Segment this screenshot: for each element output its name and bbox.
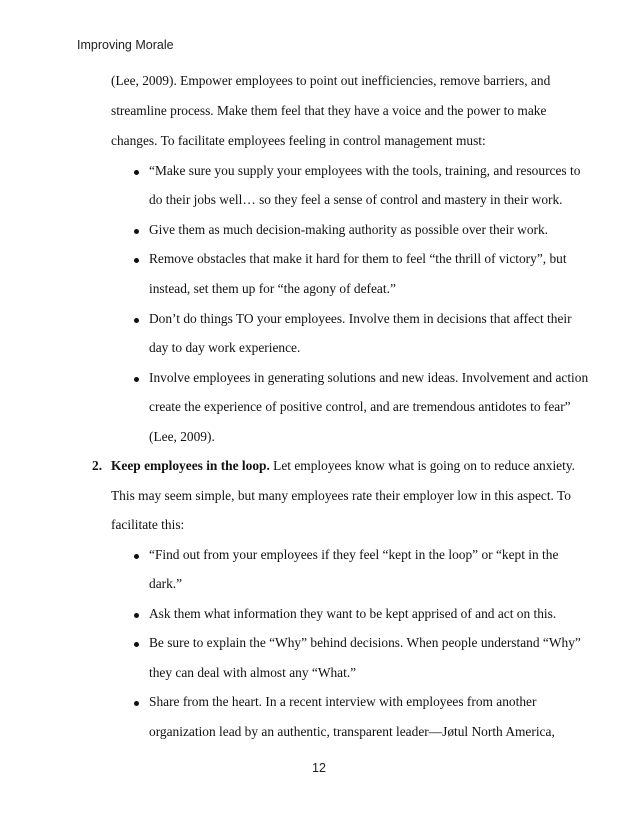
bullet-1-4-line-2: day to day work experience.: [149, 340, 301, 355]
item-2-first-line: [111, 458, 575, 474]
bullet-icon: [134, 642, 139, 647]
bullet-2-2-line-1: Ask them what information they want to be kept apprised of and act on this.: [149, 606, 557, 621]
bullet-2-1-line-1: “Find out from your employees if they feel “kept in the loop” or “kept in the: [149, 547, 559, 562]
bullet-icon: [134, 318, 139, 323]
intro-line-3: changes. To facilitate employees feeling in control management must:: [111, 133, 486, 148]
bullet-icon: [134, 170, 139, 175]
bullet-1-5-line-3: (Lee, 2009).: [149, 429, 215, 444]
running-head: Improving Morale: [77, 38, 174, 52]
bullet-1-1-line-1: “Make sure you supply your employees with the tools, training, and resources to: [149, 163, 581, 178]
intro-line-1: (Lee, 2009). Empower employees to point out inefficiencies, remove barriers, and: [111, 73, 551, 88]
bullet-1-1-line-2: do their jobs well… so they feel a sense of control and mastery in their work.: [149, 192, 563, 207]
item-2-line-3: facilitate this:: [111, 517, 185, 532]
bullet-2-1-line-2: dark.”: [149, 576, 183, 591]
bullet-1-3-line-2: instead, set them up for “the agony of defeat.”: [149, 281, 396, 296]
bullet-1-5-line-2: create the experience of positive control, and are tremendous antidotes to fear”: [149, 399, 571, 414]
bullet-1-2-line-1: Give them as much decision-making authority as possible over their work.: [149, 222, 549, 237]
item-2-first-line-rest: Let employees know what is going on to reduce anxiety.: [269, 458, 576, 473]
bullet-1-5-line-1: Involve employees in generating solutions and new ideas. Involvement and action: [149, 370, 589, 385]
page-number: 12: [312, 761, 326, 775]
bullet-icon: [134, 613, 139, 618]
item-2-heading: Keep employees in the loop.: [111, 458, 270, 473]
item-2-line-2: This may seem simple, but many employees rate their employer low in this aspect. To: [111, 488, 571, 503]
bullet-icon: [134, 377, 139, 382]
bullet-1-3-line-1: Remove obstacles that make it hard for them to feel “the thrill of victory”, but: [149, 251, 567, 266]
bullet-2-4-line-2: organization lead by an authentic, transparent leader—Jøtul North America,: [149, 724, 555, 739]
bullet-icon: [134, 258, 139, 263]
bullet-icon: [134, 229, 139, 234]
bullet-icon: [134, 701, 139, 706]
bullet-1-4-line-1: Don’t do things TO your employees. Involve them in decisions that affect their: [149, 311, 572, 326]
bullet-icon: [134, 554, 139, 559]
bullet-2-3-line-2: they can deal with almost any “What.”: [149, 665, 357, 680]
bullet-2-4-line-1: Share from the heart. In a recent interview with employees from another: [149, 694, 537, 709]
intro-line-2: streamline process. Make them feel that they have a voice and the power to make: [111, 103, 547, 118]
bullet-2-3-line-1: Be sure to explain the “Why” behind decisions. When people understand “Why”: [149, 635, 581, 650]
list-number: 2.: [92, 458, 103, 473]
